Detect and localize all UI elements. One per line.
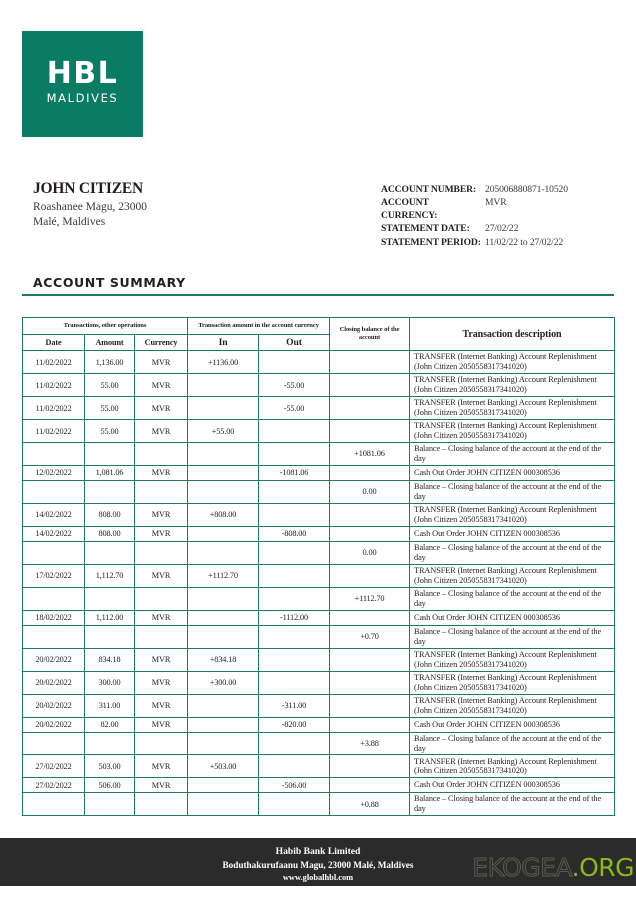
cell-out: -55.00: [259, 397, 330, 420]
cell-date: [23, 793, 85, 816]
cell-currency: [135, 732, 188, 755]
table-row: [23, 351, 615, 374]
statement-period-value: 11/02/22 to 27/02/22: [485, 236, 564, 248]
cell-amount: [85, 480, 135, 503]
header-amount: Amount: [85, 335, 135, 351]
cell-balance: [330, 397, 410, 420]
cell-in: [188, 465, 259, 480]
cell-out: [259, 587, 330, 610]
account-number-row: [381, 184, 621, 197]
cell-balance: [330, 526, 410, 541]
cell-currency: [135, 793, 188, 816]
cell-amount: 55.00: [85, 374, 135, 397]
customer-name: JOHN CITIZEN: [33, 180, 143, 197]
cell-amount: [85, 793, 135, 816]
header-amount-in-currency-group: Transaction amount in the account currency: [188, 318, 330, 335]
cell-in: [188, 397, 259, 420]
customer-block: [33, 180, 333, 230]
statement-period-label: STATEMENT PERIOD:: [381, 236, 481, 248]
cell-amount: 1,112.70: [85, 564, 135, 587]
cell-balance: +0.88: [330, 793, 410, 816]
watermark-tld: .ORG: [571, 853, 634, 882]
cell-currency: MVR: [135, 564, 188, 587]
cell-out: [259, 625, 330, 648]
cell-amount: 311.00: [85, 694, 135, 717]
cell-balance: [330, 671, 410, 694]
cell-amount: 82.00: [85, 717, 135, 732]
cell-balance: [330, 694, 410, 717]
table-row: [23, 564, 615, 587]
table-row: [23, 610, 615, 625]
cell-in: [188, 717, 259, 732]
logo-subtitle: MALDIVES: [46, 91, 119, 105]
cell-date: 11/02/2022: [23, 374, 85, 397]
cell-date: 20/02/2022: [23, 671, 85, 694]
cell-out: [259, 541, 330, 564]
cell-description: TRANSFER (Internet Banking) Account Replenishment (John Citizen 2050558317341020): [410, 503, 615, 526]
cell-balance: +0.70: [330, 625, 410, 648]
table-header-group-row: [23, 318, 615, 335]
cell-out: [259, 755, 330, 778]
watermark: [472, 855, 634, 880]
cell-currency: MVR: [135, 503, 188, 526]
cell-date: [23, 732, 85, 755]
cell-currency: [135, 541, 188, 564]
cell-out: -55.00: [259, 374, 330, 397]
cell-date: [23, 443, 85, 466]
cell-in: [188, 541, 259, 564]
cell-currency: MVR: [135, 610, 188, 625]
cell-in: [188, 694, 259, 717]
cell-description: TRANSFER (Internet Banking) Account Replenishment (John Citizen 2050558317341020): [410, 648, 615, 671]
cell-date: [23, 480, 85, 503]
cell-in: [188, 526, 259, 541]
cell-currency: MVR: [135, 351, 188, 374]
cell-date: 27/02/2022: [23, 778, 85, 793]
cell-out: [259, 793, 330, 816]
cell-balance: [330, 755, 410, 778]
cell-description: Balance – Closing balance of the account at the end of the day: [410, 443, 615, 466]
cell-in: [188, 587, 259, 610]
cell-out: -1081.06: [259, 465, 330, 480]
cell-date: [23, 541, 85, 564]
cell-amount: 1,136.00: [85, 351, 135, 374]
cell-out: [259, 443, 330, 466]
cell-in: [188, 443, 259, 466]
cell-balance: [330, 351, 410, 374]
cell-date: 11/02/2022: [23, 397, 85, 420]
account-number-label: ACCOUNT NUMBER:: [381, 184, 477, 195]
cell-description: TRANSFER (Internet Banking) Account Replenishment (John Citizen 2050558317341020): [410, 564, 615, 587]
table-row: [23, 648, 615, 671]
cell-out: -808.00: [259, 526, 330, 541]
cell-out: [259, 648, 330, 671]
cell-date: 12/02/2022: [23, 465, 85, 480]
account-currency-value: MVR: [485, 197, 507, 209]
account-number-value: 205006880871-10520: [485, 184, 568, 195]
logo-wordmark: HBL: [46, 56, 119, 91]
table-row: [23, 778, 615, 793]
cell-amount: 808.00: [85, 526, 135, 541]
cell-description: Cash Out Order JOHN CITIZEN 000308536: [410, 526, 615, 541]
footer-bank-address: Boduthakurufaanu Magu, 23000 Malé, Maldives: [222, 859, 414, 870]
cell-currency: MVR: [135, 648, 188, 671]
cell-in: [188, 778, 259, 793]
section-title-account-summary: ACCOUNT SUMMARY: [33, 275, 186, 290]
customer-address-line-1: Roashanee Magu, 23000: [33, 200, 148, 213]
cell-amount: 300.00: [85, 671, 135, 694]
cell-balance: [330, 610, 410, 625]
cell-currency: [135, 443, 188, 466]
table-row: [23, 526, 615, 541]
cell-out: [259, 732, 330, 755]
table-head: [23, 318, 615, 351]
watermark-name: EKOGEA: [472, 853, 572, 882]
table-row: [23, 503, 615, 526]
table-row: [23, 694, 615, 717]
cell-amount: 834.18: [85, 648, 135, 671]
cell-date: 14/02/2022: [23, 503, 85, 526]
cell-currency: MVR: [135, 671, 188, 694]
cell-description: TRANSFER (Internet Banking) Account Replenishment (John Citizen 2050558317341020): [410, 694, 615, 717]
cell-currency: MVR: [135, 397, 188, 420]
cell-currency: [135, 480, 188, 503]
header-in: In: [188, 335, 259, 351]
cell-balance: [330, 648, 410, 671]
cell-description: Cash Out Order JOHN CITIZEN 000308536: [410, 778, 615, 793]
cell-amount: 55.00: [85, 397, 135, 420]
cell-date: 11/02/2022: [23, 351, 85, 374]
cell-balance: +3.88: [330, 732, 410, 755]
cell-date: 20/02/2022: [23, 648, 85, 671]
cell-description: TRANSFER (Internet Banking) Account Replenishment (John Citizen 2050558317341020): [410, 351, 615, 374]
cell-description: TRANSFER (Internet Banking) Account Replenishment (John Citizen 2050558317341020): [410, 420, 615, 443]
table-row: [23, 793, 615, 816]
table-row: [23, 465, 615, 480]
cell-amount: 55.00: [85, 420, 135, 443]
cell-in: [188, 610, 259, 625]
cell-in: +1136.00: [188, 351, 259, 374]
header-currency: Currency: [135, 335, 188, 351]
cell-out: [259, 351, 330, 374]
header-out: Out: [259, 335, 330, 351]
table-row: [23, 732, 615, 755]
cell-currency: MVR: [135, 755, 188, 778]
cell-in: [188, 625, 259, 648]
cell-balance: [330, 374, 410, 397]
table-row: [23, 541, 615, 564]
cell-out: [259, 503, 330, 526]
table-row: [23, 480, 615, 503]
customer-address-line-2: Malé, Maldives: [33, 215, 106, 228]
statement-date-value: 27/02/22: [485, 223, 519, 235]
cell-date: 17/02/2022: [23, 564, 85, 587]
statement-date-row: [381, 223, 621, 236]
cell-date: 18/02/2022: [23, 610, 85, 625]
cell-date: [23, 625, 85, 648]
account-details-block: [381, 184, 621, 250]
cell-balance: +1112.70: [330, 587, 410, 610]
cell-amount: 1,112.00: [85, 610, 135, 625]
cell-date: 11/02/2022: [23, 420, 85, 443]
cell-date: [23, 587, 85, 610]
cell-amount: [85, 541, 135, 564]
cell-currency: MVR: [135, 526, 188, 541]
cell-balance: [330, 503, 410, 526]
cell-in: +808.00: [188, 503, 259, 526]
cell-currency: MVR: [135, 778, 188, 793]
table-row: [23, 397, 615, 420]
cell-currency: [135, 587, 188, 610]
cell-out: -1112.00: [259, 610, 330, 625]
cell-date: 14/02/2022: [23, 526, 85, 541]
cell-in: +300.00: [188, 671, 259, 694]
statement-period-row: [381, 237, 621, 250]
cell-description: Cash Out Order JOHN CITIZEN 000308536: [410, 717, 615, 732]
cell-description: Balance – Closing balance of the account at the end of the day: [410, 480, 615, 503]
table-row: [23, 671, 615, 694]
cell-out: [259, 564, 330, 587]
cell-in: [188, 480, 259, 503]
cell-description: Balance – Closing balance of the account at the end of the day: [410, 587, 615, 610]
cell-amount: [85, 625, 135, 648]
cell-description: TRANSFER (Internet Banking) Account Replenishment (John Citizen 2050558317341020): [410, 397, 615, 420]
cell-out: -820.00: [259, 717, 330, 732]
cell-in: +834.18: [188, 648, 259, 671]
cell-date: 20/02/2022: [23, 717, 85, 732]
cell-currency: MVR: [135, 717, 188, 732]
cell-description: Cash Out Order JOHN CITIZEN 000308536: [410, 465, 615, 480]
cell-date: 20/02/2022: [23, 694, 85, 717]
cell-description: Balance – Closing balance of the account at the end of the day: [410, 732, 615, 755]
header-closing-balance: Closing balance of the account: [330, 318, 410, 351]
table-row: [23, 625, 615, 648]
cell-balance: +1081.06: [330, 443, 410, 466]
cell-currency: MVR: [135, 374, 188, 397]
cell-in: +55.00: [188, 420, 259, 443]
hbl-logo: [22, 31, 143, 137]
table-row: [23, 420, 615, 443]
cell-description: Cash Out Order JOHN CITIZEN 000308536: [410, 610, 615, 625]
statement-date-label: STATEMENT DATE:: [381, 223, 470, 235]
statement-table: [22, 317, 615, 816]
cell-out: [259, 480, 330, 503]
cell-description: Balance – Closing balance of the account at the end of the day: [410, 541, 615, 564]
cell-currency: MVR: [135, 420, 188, 443]
table-row: [23, 755, 615, 778]
footer-bank-name: Habib Bank Limited: [275, 846, 361, 857]
cell-balance: [330, 564, 410, 587]
cell-balance: [330, 420, 410, 443]
header-date: Date: [23, 335, 85, 351]
cell-amount: 1,081.06: [85, 465, 135, 480]
footer-bank-website: www.globalhbl.com: [282, 873, 354, 883]
cell-description: Balance – Closing balance of the account at the end of the day: [410, 793, 615, 816]
cell-in: [188, 374, 259, 397]
cell-in: +503.00: [188, 755, 259, 778]
cell-in: +1112.70: [188, 564, 259, 587]
header-transaction-description: Transaction description: [410, 318, 615, 351]
cell-amount: [85, 443, 135, 466]
account-currency-row: [381, 197, 621, 223]
cell-balance: 0.00: [330, 541, 410, 564]
cell-amount: 808.00: [85, 503, 135, 526]
cell-description: Balance – Closing balance of the account at the end of the day: [410, 625, 615, 648]
table-body: [23, 351, 615, 816]
cell-out: [259, 420, 330, 443]
cell-amount: [85, 732, 135, 755]
cell-amount: 503.00: [85, 755, 135, 778]
account-currency-label: ACCOUNT CURRENCY:: [381, 197, 438, 221]
table-row: [23, 717, 615, 732]
cell-in: [188, 732, 259, 755]
cell-out: -311.00: [259, 694, 330, 717]
cell-date: 27/02/2022: [23, 755, 85, 778]
cell-description: TRANSFER (Internet Banking) Account Replenishment (John Citizen 2050558317341020): [410, 374, 615, 397]
cell-out: [259, 671, 330, 694]
cell-amount: [85, 587, 135, 610]
cell-balance: [330, 778, 410, 793]
cell-currency: [135, 625, 188, 648]
cell-currency: MVR: [135, 694, 188, 717]
cell-balance: 0.00: [330, 480, 410, 503]
cell-in: [188, 793, 259, 816]
cell-balance: [330, 465, 410, 480]
table-row: [23, 587, 615, 610]
cell-out: -506.00: [259, 778, 330, 793]
cell-balance: [330, 717, 410, 732]
cell-currency: MVR: [135, 465, 188, 480]
cell-description: TRANSFER (Internet Banking) Account Replenishment (John Citizen 2050558317341020): [410, 755, 615, 778]
cell-amount: 506.00: [85, 778, 135, 793]
cell-description: TRANSFER (Internet Banking) Account Replenishment (John Citizen 2050558317341020): [410, 671, 615, 694]
section-divider: [22, 294, 614, 296]
table-row: [23, 374, 615, 397]
header-transactions-group: Transactions, other operations: [23, 318, 188, 335]
table-row: [23, 443, 615, 466]
